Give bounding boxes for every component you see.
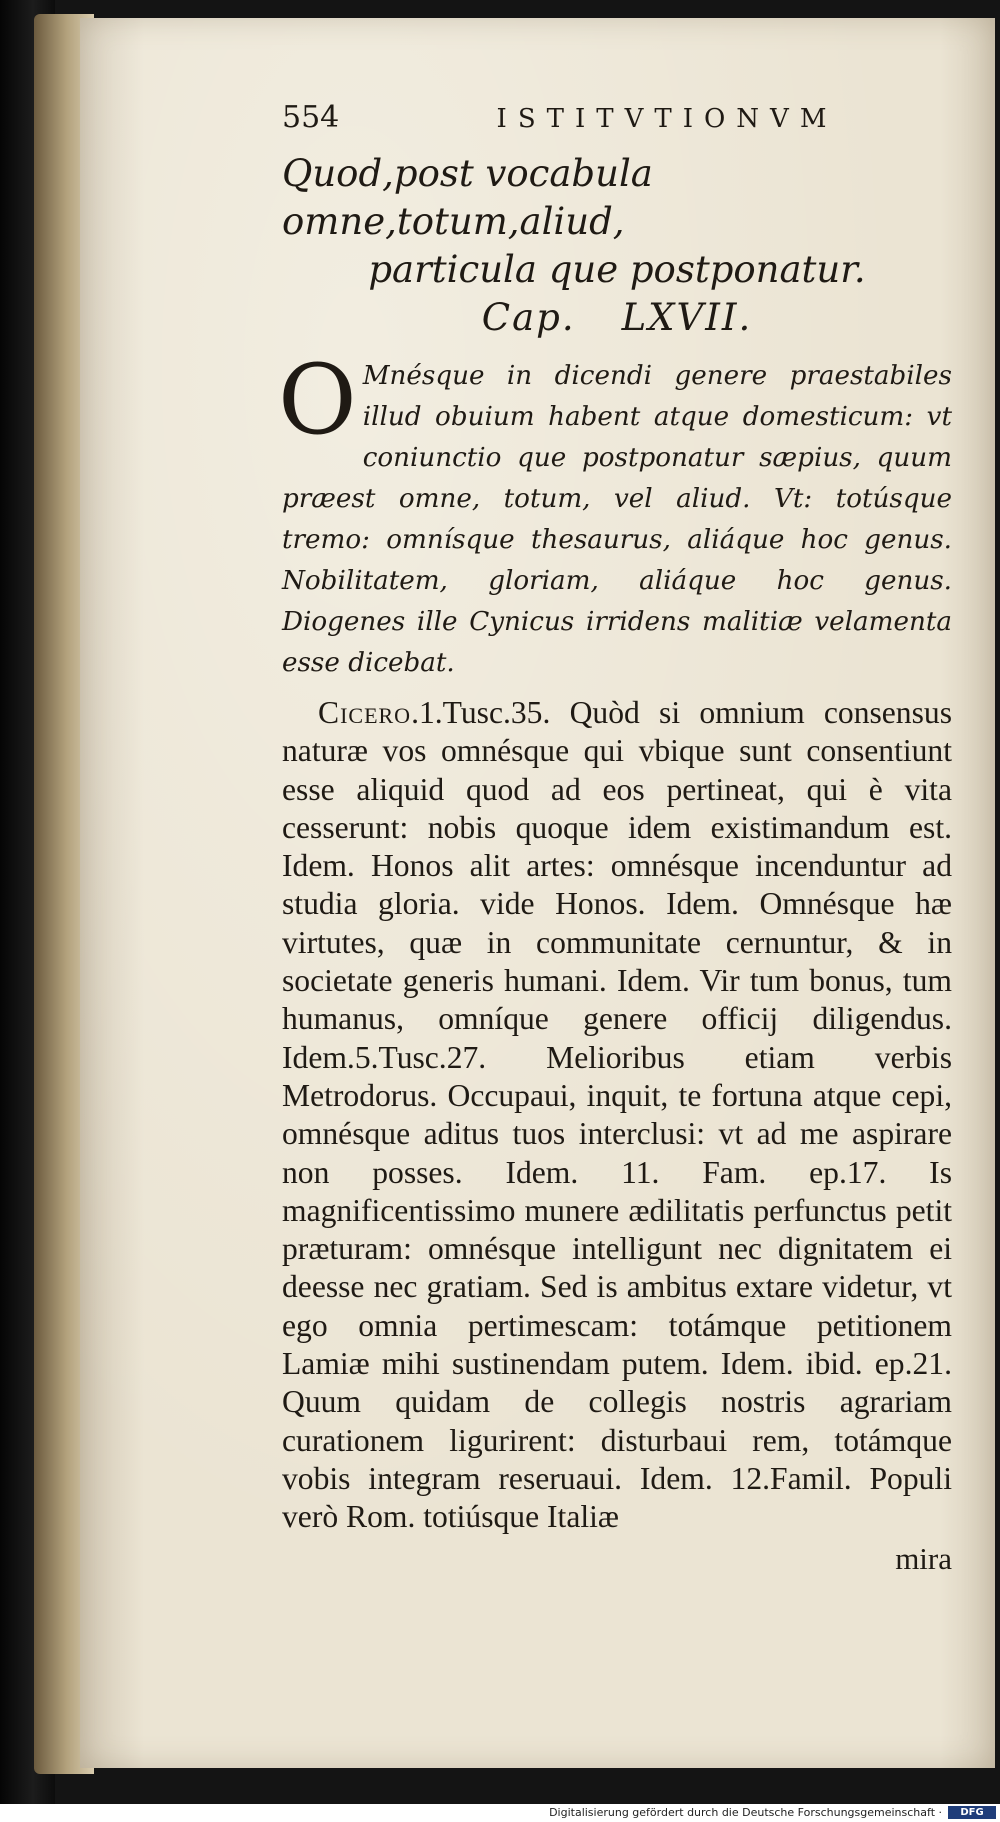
page-number: 554 (282, 100, 340, 135)
digitization-footer (0, 1804, 1000, 1822)
page-text-block (278, 100, 952, 1577)
footer-credit: Digitalisierung gefördert durch die Deutsche Forschungsgemeinschaft · (549, 1806, 942, 1819)
chapter-cap-number: LXVII. (621, 296, 753, 339)
chapter-title (282, 150, 952, 342)
chapter-title-line-2: particula que postponatur. (368, 248, 866, 291)
italic-paragraph-text: Mnésque in dicendi genere praestabiles illud obuium habent atque domesticum: vt coniunctio que postponatur sæpius, quum præest omne, totum, vel aliud. Vt: totúsque tremo: omnísque thesaurus, aliáque hoc genus. Nobilitatem, gloriam, aliáque hoc genus. Diogenes ille Cynicus irridens malitiæ velamenta esse dicebat. (282, 361, 952, 678)
body-paragraph (282, 694, 952, 1537)
chapter-cap-label: Cap. (481, 296, 576, 339)
italic-paragraph (278, 344, 952, 684)
catchword: mira (895, 1540, 952, 1576)
drop-cap: O (278, 344, 357, 456)
page-header (282, 100, 952, 142)
body-paragraph-text: .1.Tusc.35. Quòd si omnium consensus naturæ vos omnésque qui vbique sunt consentiunt esse aliquid quod ad eos pertineat, qui è vita cesserunt: nobis quoque idem existimandum est. Idem. Honos alit artes: omnésque incenduntur ad studia gloria. vide Honos. Idem. Omnésque hæ virtutes, quæ in communitate cernuntur, & in societate generis humani. Idem. Vir tum bonus, tum humanus, omníque genere officij diligendus. Idem.5.Tusc.27. Melioribus etiam verbis Metrodorus. Occupaui, inquit, te fortuna atque cepi, omnésque aditus tuos interclusi: vt ad me aspirare non posses. Idem. 11. Fam. ep.17. Is magnificentissimo munere ædilitatis perfunctus petit præturam: omnésque intelligunt nec dignitatem ei deesse nec gratiam. Sed is ambitus extare videtur, vt ego omnia pertimescam: totámque petitionem Lamiæ mihi sustinendam putem. Idem. ibid. ep.21. Quum quidam de collegis nostris agrariam curationem ligurirent: disturbaui rem, totámque vobis integram reseruaui. Idem. 12.Famil. Populi verò Rom. totiúsque Italiæ (282, 695, 952, 1535)
running-head: ISTITVTIONVM (496, 104, 838, 134)
dfg-logo: DFG (948, 1806, 996, 1819)
chapter-title-line-1: Quod,post vocabula omne,totum,aliud, (282, 152, 653, 243)
chapter-number (282, 294, 952, 342)
body-lead-smallcaps: Cicero (318, 695, 412, 730)
